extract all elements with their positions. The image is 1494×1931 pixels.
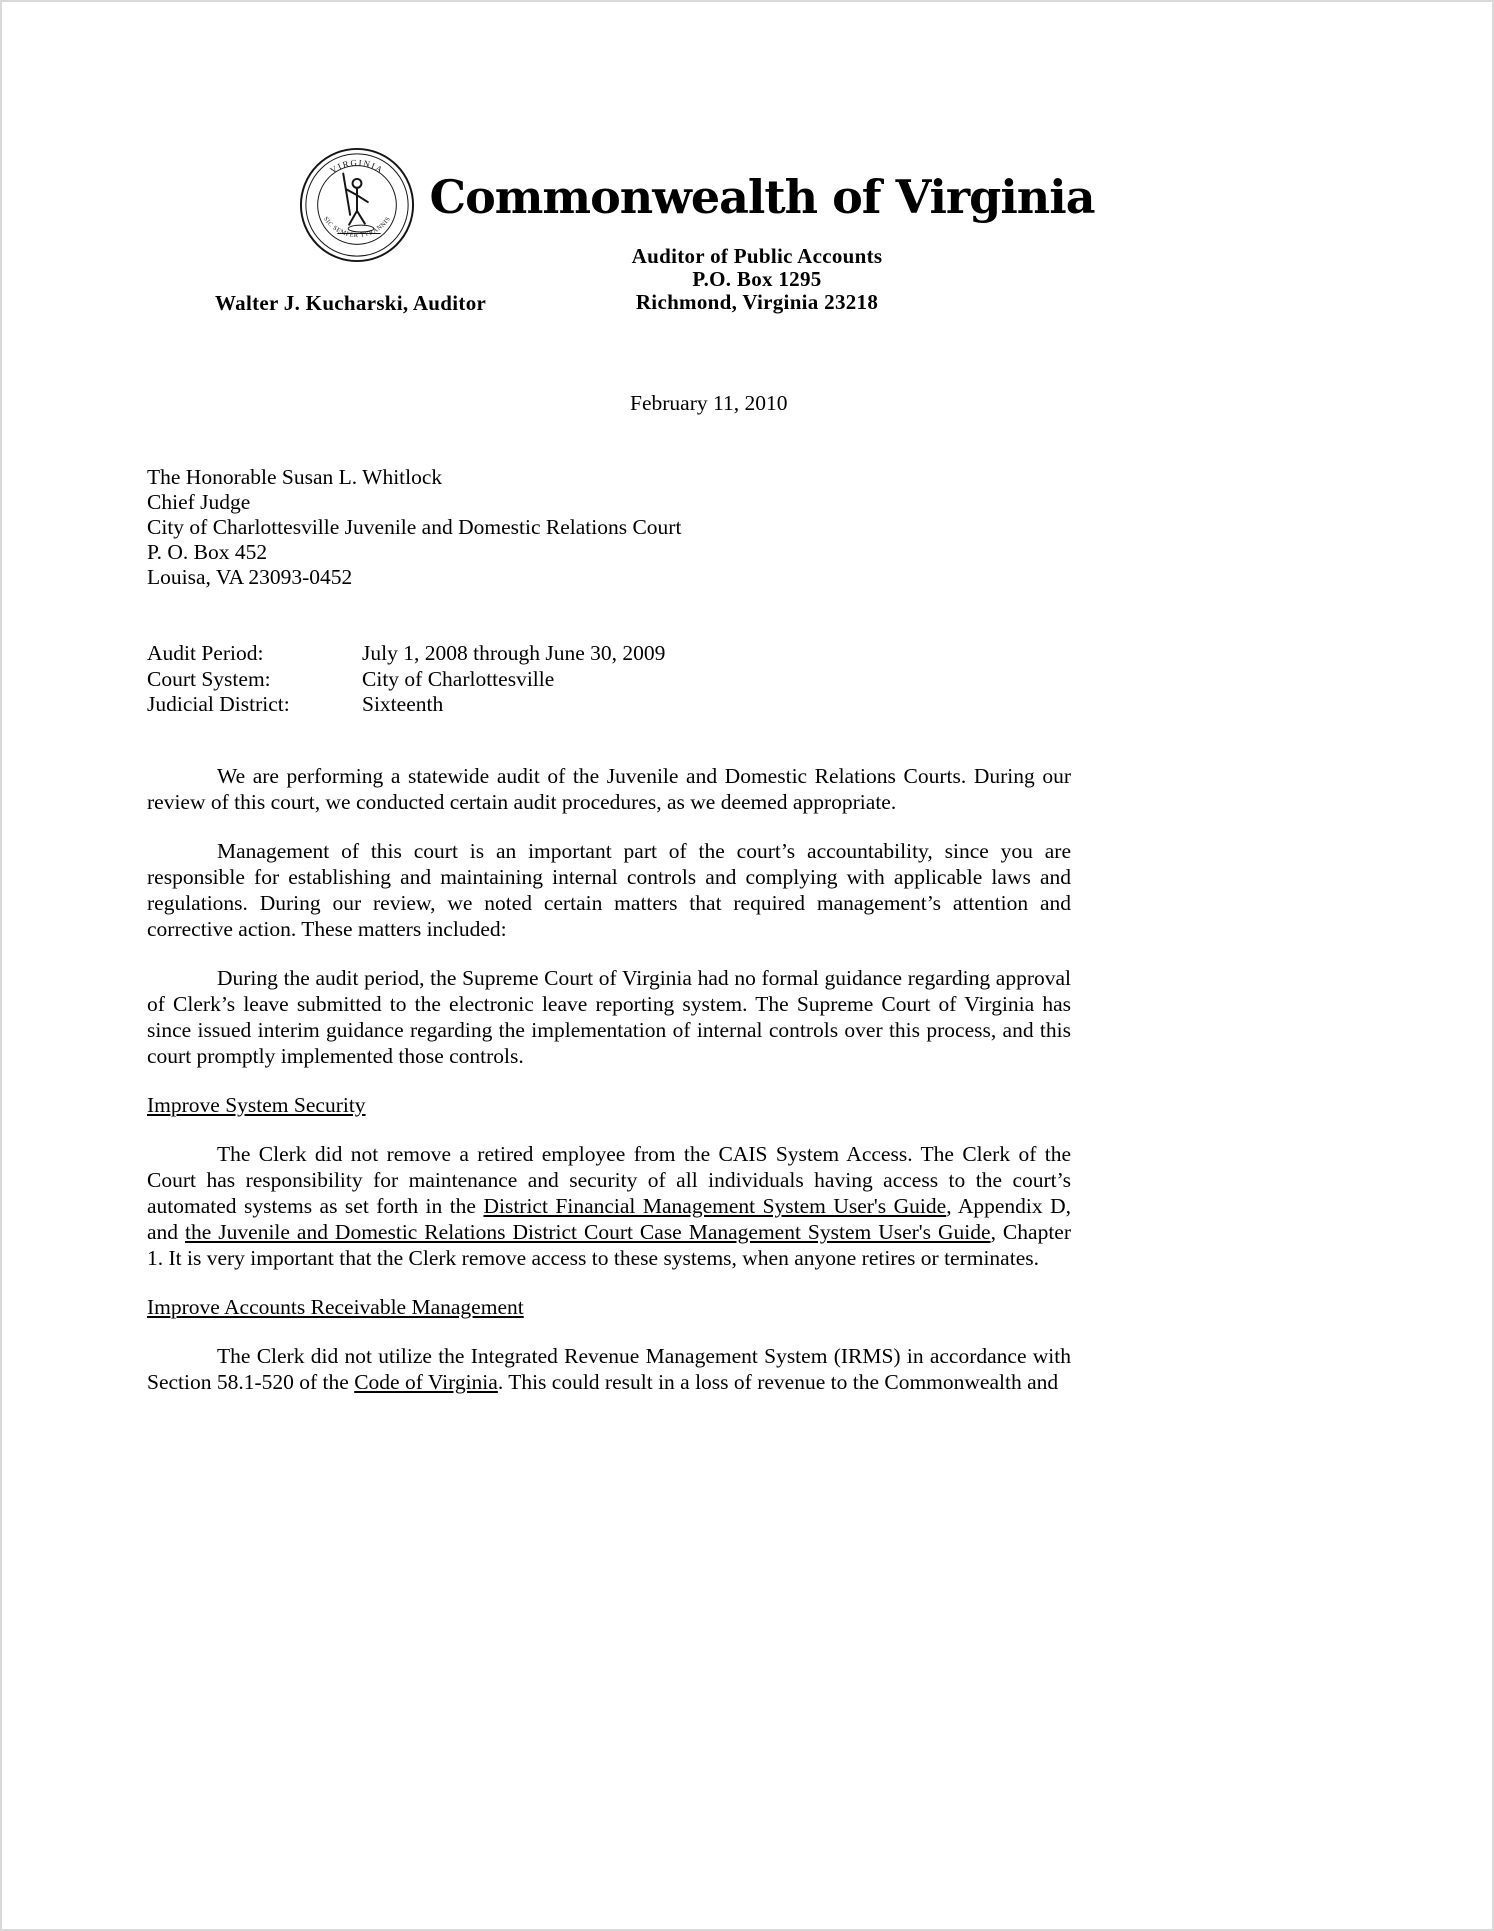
recipient-line: The Honorable Susan L. Whitlock	[147, 465, 443, 489]
auditor-name: Walter J. Kucharski, Auditor	[215, 291, 487, 315]
virginia-seal-icon	[298, 146, 416, 264]
seal-bottom-text: SIC SEMPER TYRANNIS	[321, 215, 393, 240]
paragraph-text: . This could result in a loss of revenue to the Commonwealth and	[497, 1370, 1059, 1394]
seal-top-text: VIRGINIA	[328, 157, 386, 176]
svg-text:VIRGINIA	[328, 158, 385, 176]
recipient-line: Louisa, VA 23093-0452	[147, 565, 353, 589]
letter-date: February 11, 2010	[630, 391, 788, 415]
paragraph-management: Management of this court is an important part of the court’s accountability, since you are responsible for establishing and maintaining internal controls and complying with applicable laws and regulations. During our review, we noted certain matters that required management’s attention and corrective action. These matters included:	[147, 839, 1071, 941]
document-title: Commonwealth of Virginia	[429, 170, 1095, 224]
audit-info-value: July 1, 2008 through June 30, 2009	[362, 641, 666, 665]
audit-info-row	[147, 692, 665, 718]
audit-info-label: Court System:	[147, 666, 271, 691]
code-of-virginia-ref: Code of Virginia	[354, 1370, 498, 1394]
audit-info-value: Sixteenth	[362, 692, 444, 716]
office-po-box: P.O. Box 1295	[692, 267, 822, 291]
case-management-guide-ref: the Juvenile and Domestic Relations District Court Case Management System User's Guide	[185, 1220, 991, 1244]
recipient-address	[147, 465, 681, 590]
audit-info-row	[147, 641, 665, 667]
section-heading-system-security: Improve System Security	[147, 1093, 366, 1117]
district-financial-guide-ref: District Financial Management System User's Guide	[483, 1194, 947, 1218]
office-address-block	[557, 245, 957, 314]
recipient-line: Chief Judge	[147, 490, 251, 514]
section-heading-accounts-receivable: Improve Accounts Receivable Management	[147, 1295, 524, 1319]
paragraph-text: The Clerk did not remove a retired employee from the CAIS System Access. The Clerk of the Court has responsibility for maintenance and security of all individuals having access to the court’s automated systems as set forth in the	[147, 1142, 1071, 1218]
virginia-seal-graphic	[298, 146, 416, 264]
audit-info-label: Audit Period:	[147, 641, 264, 665]
paragraph-intro: We are performing a statewide audit of the Juvenile and Domestic Relations Courts. During our review of this court, we conducted certain audit procedures, as we deemed appropriate.	[147, 764, 1071, 814]
office-name: Auditor of Public Accounts	[631, 244, 883, 268]
letter-body	[147, 763, 1071, 1418]
paragraph-text: , Appendix D, and	[147, 1194, 1071, 1244]
paragraph-audit-period: During the audit period, the Supreme Court of Virginia had no formal guidance regarding approval of Clerk’s leave submitted to the electronic leave reporting system. The Supreme Court of Virginia has since issued interim guidance regarding the implementation of internal controls over this process, and this court promptly implemented those controls.	[147, 966, 1071, 1068]
paragraph-system-security	[147, 1141, 1071, 1271]
recipient-line: City of Charlottesville Juvenile and Domestic Relations Court	[147, 515, 682, 539]
recipient-line: P. O. Box 452	[147, 540, 268, 564]
audit-info-label: Judicial District:	[147, 692, 290, 716]
paragraph-text: , Chapter 1. It is very important that the Clerk remove access to these systems, when anyone retires or terminates.	[147, 1220, 1071, 1270]
audit-info-value: City of Charlottesville	[362, 666, 555, 691]
paragraph-accounts-receivable	[147, 1343, 1071, 1395]
audit-info-row	[147, 667, 665, 693]
office-city-line: Richmond, Virginia 23218	[635, 290, 879, 314]
audit-info-block	[147, 641, 665, 718]
paragraph-text: The Clerk did not utilize the Integrated Revenue Management System (IRMS) in accordance with Section 58.1-520 of the	[147, 1344, 1071, 1394]
